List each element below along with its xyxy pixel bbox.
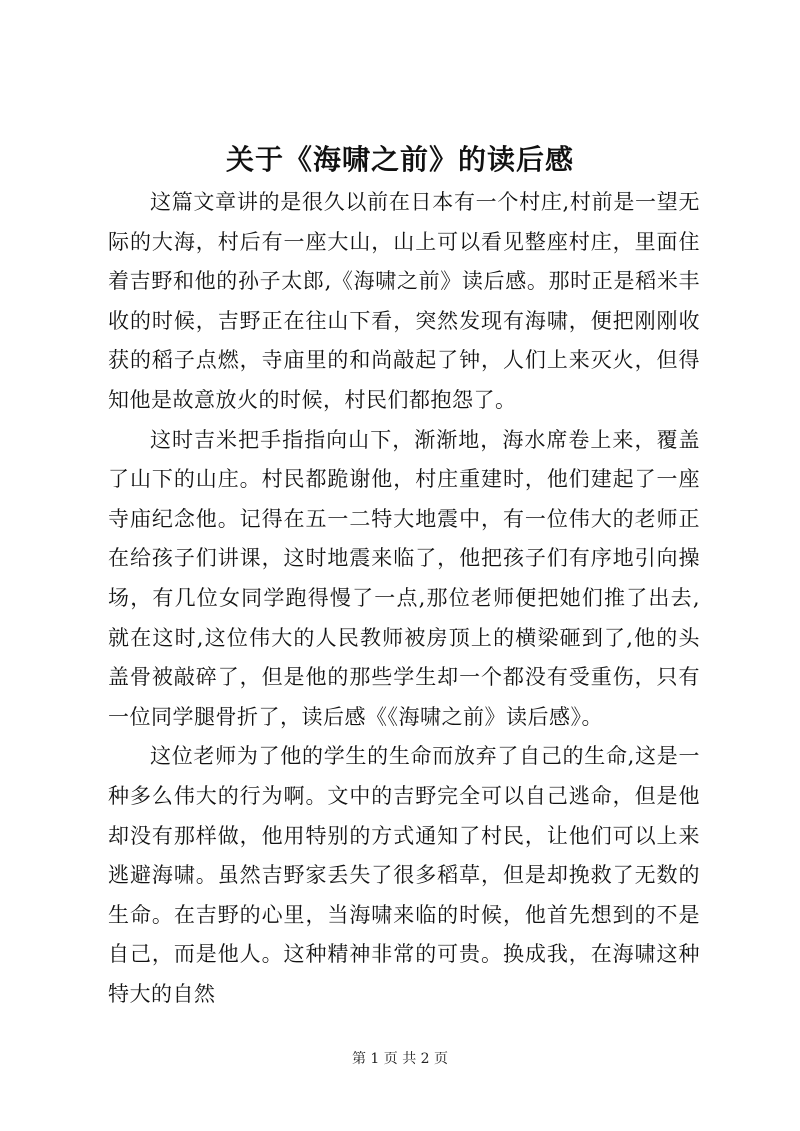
paragraph-3: 这位老师为了他的学生的生命而放弃了自己的生命,这是一种多么伟大的行为啊。文中的吉野完全可以自己逃命，但是他却没有那样做，他用特别的方式通知了村民，让他们可以上来逃避海啸。虽然吉野家丢失了很多稻草，但是却挽救了无数的生命。在吉野的心里，当海啸来临的时候，他首先想到的不是自己，而是他人。这种精神非常的可贵。换成我，在海啸这种特大的自然 xyxy=(108,744,700,1006)
paragraph-1: 这篇文章讲的是很久以前在日本有一个村庄,村前是一望无际的大海，村后有一座大山，山上可以看见整座村庄，里面住着吉野和他的孙子太郎,《海啸之前》读后感。那时正是稻米丰收的时候，吉野正在往山下看，突然发现有海啸，便把刚刚收获的稻子点燃，寺庙里的和尚敲起了钟，人们上来灭火，但得知他是故意放火的时候，村民们都抱怨了。 xyxy=(108,190,700,412)
document-body xyxy=(108,183,700,1014)
document-title: 关于《海啸之前》的读后感 xyxy=(225,143,574,176)
page-footer: 第 1 页 共 2 页 xyxy=(351,1051,449,1067)
paragraph-2: 这时吉米把手指指向山下，渐渐地，海水席卷上来，覆盖了山下的山庄。村民都跪谢他，村庄重建时，他们建起了一座寺庙纪念他。记得在五一二特大地震中，有一位伟大的老师正在给孩子们讲课，这时地震来临了，他把孩子们有序地引向操场，有几位女同学跑得慢了一点,那位老师便把她们推了出去,就在这时,这位伟大的人民教师被房顶上的横梁砸到了,他的头盖骨被敲碎了，但是他的那些学生却一个都没有受重伤，只有一位同学腿骨折了，读后感《《海啸之前》读后感》。 xyxy=(108,427,700,729)
